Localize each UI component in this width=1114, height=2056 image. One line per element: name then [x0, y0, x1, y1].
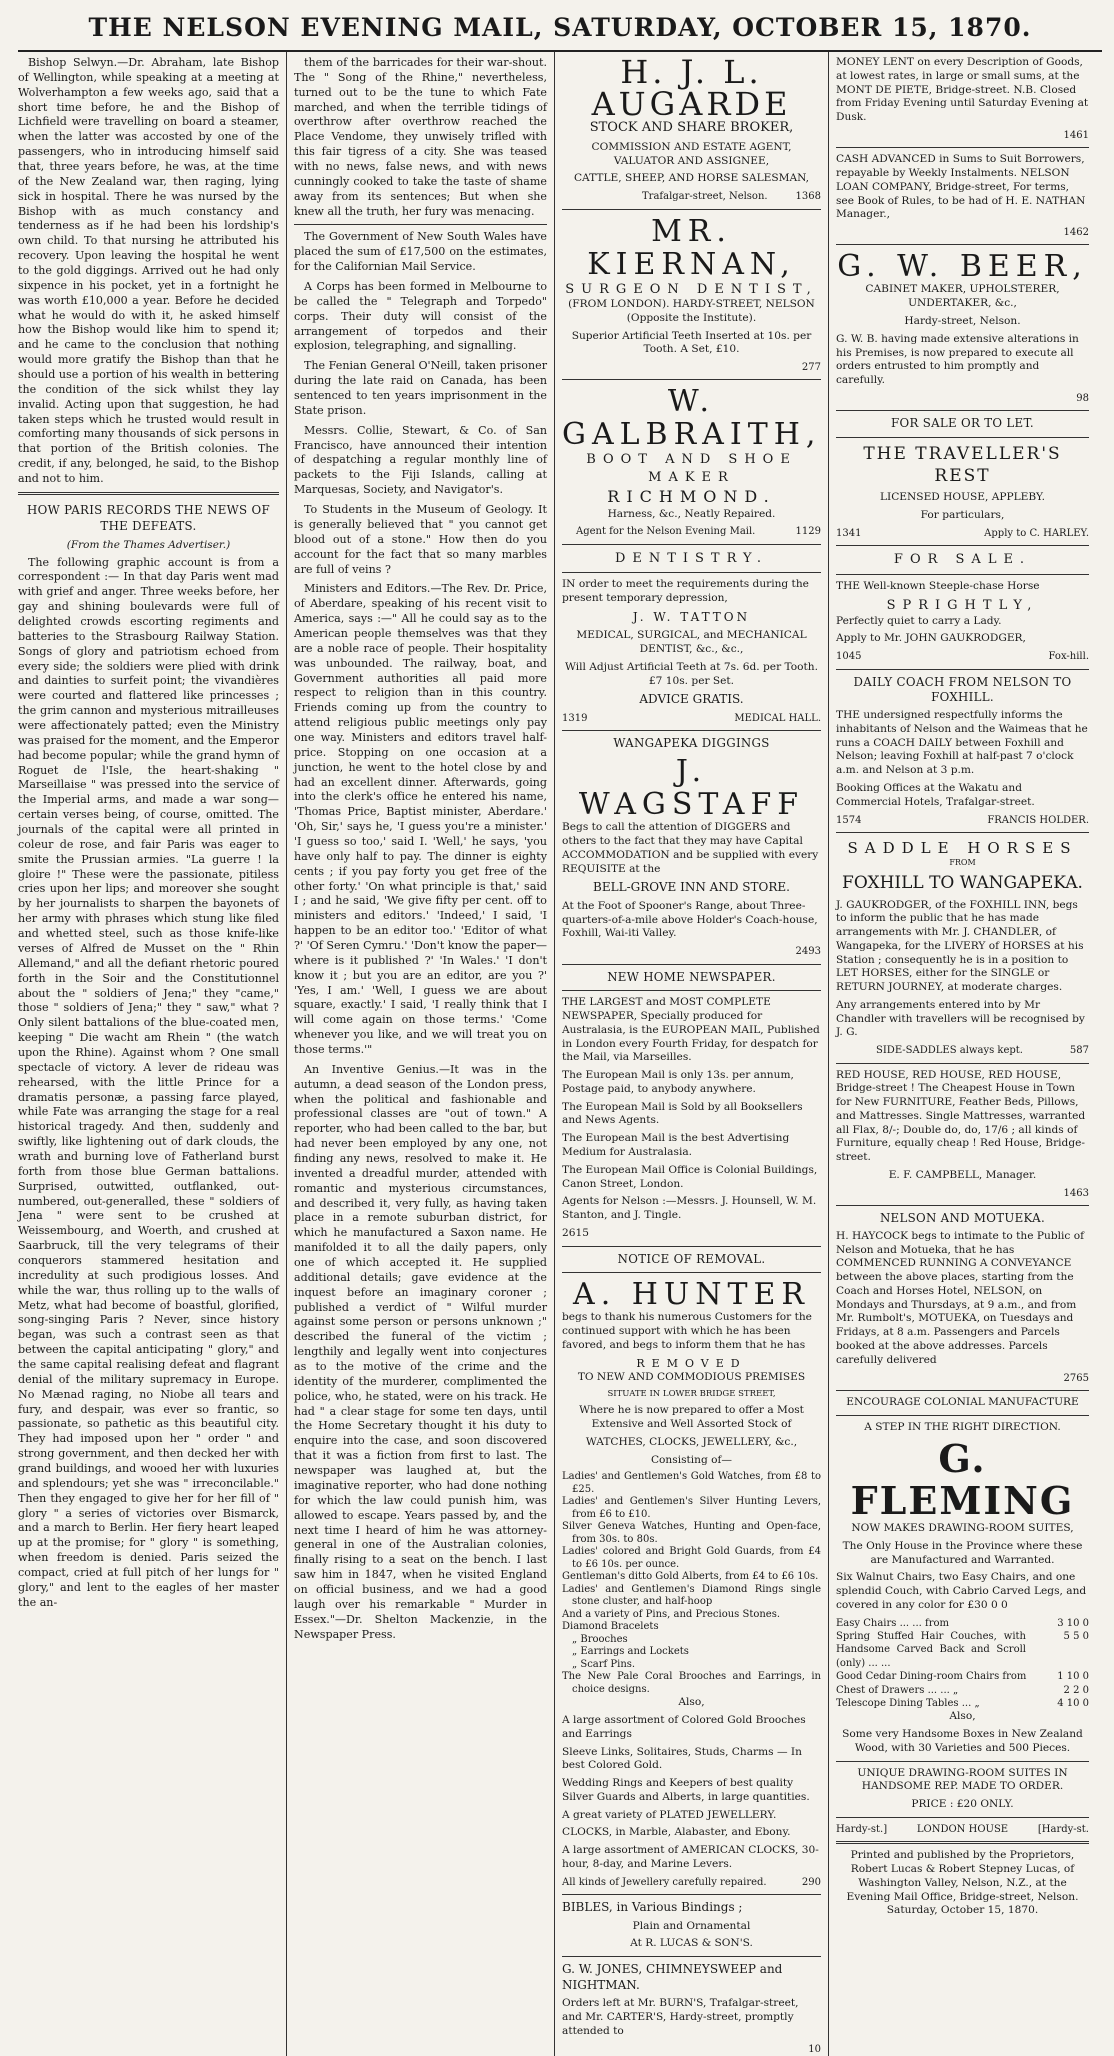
- masthead: THE NELSON EVENING MAIL, SATURDAY, OCTOBER 15, 1870.: [18, 10, 1102, 52]
- list-item: Silver Geneva Watches, Hunting and Open-face, from 30s. to 80s.: [562, 1521, 821, 1545]
- ad-heading: FOR SALE.: [893, 552, 1032, 568]
- list-item: And a variety of Pins, and Precious Stones.: [562, 1608, 781, 1620]
- ad-number: 2765: [1063, 1372, 1089, 1384]
- divider: [294, 224, 547, 225]
- ad-newspaper: [562, 970, 821, 1241]
- ad-text: PRICE : £20 ONLY.: [911, 1798, 1014, 1811]
- ad-text: CATTLE, SHEEP, AND HORSE SALESMAN,: [573, 172, 810, 185]
- ad-fleming-name: G. FLEMING: [850, 1436, 1075, 1524]
- divider: [562, 209, 821, 210]
- ad-text: Also,: [949, 1710, 976, 1723]
- ad-text: Six Walnut Chairs, two Easy Chairs, and one splendid Couch, with Cabrio Carved Legs, and covered in any color for £30 0 0: [836, 1571, 1087, 1611]
- ad-text: THE Well-known Steeple-chase Horse: [836, 579, 1040, 592]
- divider: [836, 1063, 1089, 1064]
- ad-number: 1574: [836, 814, 862, 826]
- article-paris-cont: them of the barricades for their war-shout. The " Song of the Rhine," nevertheless, turned out to be the tune to which Fate marched, and when the terrible tidings of overthrow after overthrow reached the Place Vendome, they unwisely trifled with this fair tigress of a city. She was teased with no news, false news, and with news cunningly cooked to take the taste of shame away from its sentences; But when she knew all the truth, her fury was menacing.: [294, 56, 547, 218]
- price-item: Chest of Drawers ... ... „: [836, 1684, 959, 1696]
- ad-text: The European Mail is only 13s. per annum, Postage paid, to anybody anywhere.: [562, 1069, 794, 1095]
- ad-text: Will Adjust Artificial Teeth at 7s. 6d. per Tooth. £7 10s. per Set.: [565, 660, 818, 687]
- list-item: Ladies' and Gentlemen's Gold Watches, from £8 to £25.: [562, 1471, 821, 1495]
- divider: [836, 244, 1089, 245]
- article-telegraph-corps: A Corps has been formed in Melbourne to be called the " Telegraph and Torpedo" corps. Their duty will consist of the arrangement of torpedos and their explosion, telegraphing, and signalling.: [294, 280, 547, 353]
- ad-text: Hardy-st.]: [836, 1823, 888, 1835]
- ad-text: TO NEW AND COMMODIOUS PREMISES: [577, 1371, 806, 1384]
- ad-augarde-name: H. J. L. AUGARDE: [591, 53, 792, 123]
- ad-number: 1461: [1063, 129, 1089, 141]
- ad-text: SURGEON DENTIST,: [565, 281, 818, 297]
- divider: [836, 147, 1089, 148]
- ad-motueka: [836, 1211, 1089, 1385]
- list-item: Diamond Bracelets: [562, 1621, 659, 1633]
- ad-kiernan: [562, 215, 821, 375]
- ad-text: FOXHILL TO WANGAPEKA.: [842, 873, 1083, 894]
- article-paris-source: (From the Thames Advertiser.): [66, 538, 231, 551]
- column-3: [554, 52, 828, 2056]
- divider: [562, 379, 821, 380]
- divider: [562, 1246, 821, 1247]
- ad-number: 1462: [1063, 227, 1089, 239]
- ad-text: WATCHES, CLOCKS, JEWELLERY, &c.,: [585, 1435, 798, 1448]
- ad-jones: [562, 1962, 821, 2056]
- divider: [836, 574, 1089, 575]
- ad-travellers-rest-name: THE TRAVELLER'S REST: [863, 443, 1062, 487]
- ad-text: The Only House in the Province where these are Manufactured and Warranted.: [842, 1539, 1083, 1566]
- ad-text: The European Mail Office is Colonial Buildings, Canon Street, London.: [562, 1163, 818, 1190]
- ad-beer-name: G. W. BEER,: [837, 249, 1088, 285]
- ad-text: J. GAUKRODGER, of the FOXHILL INN, begs to inform the public that he has made arrangements with Mr. J. CHANDLER, of Wangapeka, for the LIVERY of HORSES at his Station ; consequently he is in a position to LET HORSES, either for the SINGLE or RETURN JOURNEY, at moderate charges.: [836, 898, 1084, 994]
- article-paris-body: The following graphic account is from a correspondent :— In that day Paris went mad with grief and anger. Three weeks before, her gay and shining boulevards were full of delighted crowds escorting regiments and batteries to the Strasbourg Railway Station. Songs of glory and patriotism echoed from every side; the soldiers were plied with drink and dainties to surfeit point; the vivandières were courted and flattered like princesses ; the grim cannon and mysterious mitrailleuses were affectionately patted; even the Ministry was praised for the moment, and the Emperor had become popular; while the grand hymn of Roguet de l'Isle, the heart-shaking " Marseillaise " was pressed into the service of the Imperial arms, and made a war song—certain verses being, of course, omitted. The journals of the capital were all printed in coleur de rose, and fair Paris was eager to smite the Prussian armies. "La guerre ! la gloire !" These were the passionate, pitiless cries upon her lips; and moreover she sought by her journalists to sharpen the bayonets of her army with phrases which stung like filed and whetted steel, such as those knife-like verses of Alfred de Musset on the " Rhin Allemand," and all the defiant rhetoric poured forth in the Soir and the Constitutionnel about the " soldiers of Jena;" they "came," those " soldiers of Jena;" they " saw," what ? Only silent battalions of the blue-coated men, keeping " Die wacht am Rhein " (the watch upon the Rhine). Against whom ? One small spectacle of victory. A lever de rideau was rehearsed, with the little Prince for a dramatis personæ, a passing farce played, while Fate was arranging the stage for a real historical tragedy. And then, suddenly and swiftly, like lightening out of dark clouds, the wrath and burning love of Fatherland burst forth from those blue German battalions. Surprised, outwitted, outflanked, out-numbered, out-generalled, these " soldiers of Jena " were sent to be crushed at Weissembourg, and Woerth, and crushed at Saarbruck, till the very telegrams of their conquerors stammered hesitation and incredulity at such prodigious losses. And while the war, thus rolling up to the walls of Metz, what had become of boastful, glorified, song-singing Paris ? Never, since history began, was such a contrast seen as that between the capital anticipating " glory," and the same capital realising defeat and flagrant denial of the military supremacy in Europe. No Mænad raging, no Niobe all tears and fury, and despair, was ever so frantic, so passionate, so pathetic as this beautiful city. They had imposed upon her " order " and strong government, and then decked her with grand buildings, and wooed her with luxuries and splendours; yet she was " irreconcilable." Then they engaged to give her for her fill of " glory " a series of victories over Bismarck, and a march to Berlin. Her fiery heart leaped up at the promise; for " glory " is something, when freedom is denied. Paris seized the compact, cried at full pitch of her lungs for " glory," and lent to the eagles of her master the an-: [18, 555, 279, 1609]
- ad-text: SITUATE IN LOWER BRIDGE STREET,: [607, 1389, 776, 1400]
- price-row: [836, 1630, 1089, 1670]
- ad-text: BELL-GROVE INN AND STORE.: [593, 880, 790, 895]
- ad-for-sale: [836, 551, 1089, 664]
- divider: [562, 964, 821, 965]
- ad-text: THE LARGEST and MOST COMPLETE NEWSPAPER, Specially produced for Australasia, is the EUROPEAN MAIL, Published in London every Fourth Friday, for despatch for the Mail, via Marseilles.: [562, 996, 820, 1064]
- ad-galbraith: [562, 385, 821, 538]
- ad-beer: [836, 250, 1089, 405]
- price-item: Telescope Dining Tables ... „: [836, 1697, 980, 1709]
- divider: [562, 990, 821, 991]
- ad-text: Some very Handsome Boxes in New Zealand Wood, with 30 Varieties and 500 Pieces.: [842, 1728, 1083, 1754]
- ad-text: Hardy-street, Nelson.: [904, 314, 1021, 327]
- ad-wagstaff-name: J. WAGSTAFF: [578, 754, 805, 823]
- article-inventive-genius: An Inventive Genius.—It was in the autumn, a dead season of the London press, when the political and fashionable and professional classes are "out of town." A reporter, who had been called to the bar, but had never been employed by any one, not finding any news, resolved to make it. He invented a dreadful murder, attended with romantic and mysterious circumstances, and described it, very fully, as having taken place in a remote suburban district, for which he manufactured a Saxon name. He manifolded it to all the daily papers, only one of which accepted it. He supplied additional details; gave evidence at the inquest before an imaginary coroner ; published a verdict of " Wilful murder against some person or persons unknown ;" described the funeral of the victim ; lengthily and legally went into conjectures as to the motive of the crime and the identity of the murderer, complimented the police, who, he stated, were on his track. He had " a clear stage for some ten days, until the Home Secretary thought it his duty to enquire into the case, and soon discovered that it was a fiction from first to last. The newspaper was laughed at, but the imaginative reporter, who had done nothing for which the law could punish him, was allowed to escape. Years passed by, and the next time I heard of him he was attorney-general in one of the Australian colonies, finally rising to a seat on the bench. I last saw him in 1847, when he visited England on official business, and we had a good laugh over his remarkable " Murder in Essex."—Dr. Shelton Mackenzie, in the Newspaper Press.: [294, 1062, 547, 1641]
- ad-text: A STEP IN THE RIGHT DIRECTION.: [864, 1420, 1061, 1433]
- ad-text: Also,: [678, 1696, 705, 1709]
- article-oneill: The Fenian General O'Neill, taken prisoner during the late raid on Canada, has been sentenced to ten years imprisonment in the State prison.: [294, 359, 547, 417]
- ad-money-lent: [836, 56, 1089, 142]
- price-value: 5 5 0: [1063, 1631, 1089, 1643]
- price-item: Easy Chairs ... ... from: [836, 1617, 949, 1629]
- divider: [562, 730, 821, 731]
- ad-text: Perfectly quiet to carry a Lady.: [836, 614, 1002, 627]
- column-1: [18, 52, 286, 2056]
- ad-text: ADVICE GRATIS.: [639, 692, 744, 707]
- ad-text: Trafalgar-street, Nelson.: [642, 191, 768, 203]
- ad-text: Any arrangements entered into by Mr Chandler with travellers will be recognised by J. G.: [836, 998, 1085, 1039]
- ad-text: begs to thank his numerous Customers for the continued support with which he has been favored, and begs to inform them that he has: [562, 1311, 812, 1351]
- london-house-row: [836, 1823, 1089, 1836]
- price-row: [836, 1697, 1089, 1710]
- ad-number: 1129: [795, 526, 821, 538]
- list-item: „ Earrings and Lockets: [572, 1646, 689, 1658]
- ad-number: 2615: [562, 1226, 589, 1239]
- ad-text: MEDICAL, SURGICAL, and MECHANICAL DENTIST, &c., &c.,: [576, 629, 807, 656]
- ad-text: RED HOUSE, RED HOUSE, RED HOUSE, Bridge-street ! The Cheapest House in Town for New FURNITURE, Feather Beds, Pillows, and Mattresses. Single Mattresses, warranted all Flax, 8/-; Double do, do, 17/6 ; all kinds of Furniture, equally cheap ! Red House, Bridge-street.: [836, 1068, 1086, 1164]
- ad-text: Harness, &c., Neatly Repaired.: [607, 507, 776, 520]
- article-geology: To Students in the Museum of Geology. It is generally believed that " you cannot get blood out of a stone." How then do you account for the fact that so many marbles are full of veins ?: [294, 503, 547, 576]
- price-value: 1 10 0: [1057, 1671, 1089, 1683]
- ad-text: Apply to Mr. JOHN GAUKRODGER,: [836, 632, 1026, 645]
- divider: [836, 1841, 1089, 1844]
- ad-text: The European Mail is Sold by all Booksellers and News Agents.: [562, 1100, 803, 1127]
- divider: [562, 1894, 821, 1895]
- ad-text: A great variety of PLATED JEWELLERY.: [562, 1808, 777, 1821]
- ad-heading: FOR SALE OR TO LET.: [891, 416, 1034, 431]
- price-row: [836, 1617, 1089, 1630]
- article-bishop-selwyn: Bishop Selwyn.—Dr. Abraham, late Bishop of Wellington, while speaking at a meeting at Wolverhampton a few weeks ago, said that a short time before, he and the Bishop of Lichfield were travelling on board a steamer, when the latter was accosted by one of the passengers, who in introducing himself said that, three years before, he was, at the time of the New Zealand war, then raging, lying sick in hospital. There he was nursed by the Bishop with as much constancy and tenderness as if he had been his lordship's own child. To that nursing he attributed his recovery. Upon leaving the hospital he went to the gold diggings. Arrived out he had only sixpence in his pocket, yet in a fortnight he was worth £10,000 a year. Before he decided what he would do with it, he asked himself how the Bishop would like him to spend it; and he came to the conclusion that nothing would more gratify the Bishop than that he should use a portion of his wealth in bettering the condition of the sick whilst they lay invalid. Acting upon that suggestion, he had taken steps which he trusted would result in comforting many thousands of sick persons in that portion of the British colonies. The credit, if any, belonged, he said, to the Bishop and not to him.: [18, 56, 279, 486]
- ad-text: NOW MAKES DRAWING-ROOM SUITES,: [851, 1522, 1074, 1535]
- column-2: [286, 52, 554, 2056]
- ad-text: Begs to call the attention of DIGGERS and others to the fact that they may have Capital ACCOMMODATION and be supplied with every REQUISITE at the: [562, 821, 819, 875]
- ad-text: Fox-hill.: [1048, 651, 1089, 663]
- ad-number: 1463: [1063, 1187, 1089, 1199]
- ad-text: CLOCKS, in Marble, Alabaster, and Ebony.: [562, 1826, 791, 1839]
- ad-text: CASH ADVANCED in Sums to Suit Borrowers, repayable by Weekly Instalments. NELSON LOAN COMPANY, Bridge-street, For terms, see Book of Rules, to be had of H. E. NATHAN Manager.,: [836, 153, 1086, 221]
- ad-text: Wedding Rings and Keepers of best quality Silver Guards and Alberts, in large quantities.: [562, 1777, 810, 1803]
- ad-text: Plain and Ornamental: [632, 1919, 751, 1932]
- list-item: „ Scarf Pins.: [572, 1658, 636, 1670]
- ad-text: Sleeve Links, Solitaires, Studs, Charms — In best Colored Gold.: [562, 1745, 802, 1772]
- divider: [836, 1761, 1089, 1762]
- ad-text: FRANCIS HOLDER.: [987, 814, 1089, 826]
- ad-kiernan-name: MR. KIERNAN,: [587, 213, 796, 282]
- ad-fleming: [836, 1396, 1089, 1836]
- ad-text: G. W. B. having made extensive alterations in his Premises, is now prepared to execute all orders entrusted to him promptly and carefully.: [836, 332, 1079, 387]
- article-nsw-mail: The Government of New South Wales have placed the sum of £17,500 on the estimates, for the Californian Mail Service.: [294, 230, 547, 274]
- ad-text: REMOVED: [636, 1356, 747, 1370]
- divider: [836, 1390, 1089, 1391]
- ad-number: 1045: [836, 651, 862, 663]
- divider: [836, 545, 1089, 546]
- ad-text: Orders left at Mr. BURN'S, Trafalgar-street, and Mr. CARTER'S, Hardy-street, promptly attended to: [562, 1997, 799, 2037]
- ad-wangapeka: [562, 736, 821, 958]
- ad-text: A large assortment of Colored Gold Brooches and Earrings: [562, 1714, 806, 1740]
- price-row: [836, 1684, 1089, 1697]
- ad-text: G. W. JONES, CHIMNEYSWEEP and NIGHTMAN.: [562, 1962, 783, 1992]
- ad-text: All kinds of Jewellery carefully repaired.: [562, 1876, 767, 1888]
- price-value: 4 10 0: [1057, 1697, 1089, 1709]
- ad-dentistry: [562, 550, 821, 726]
- ad-text: [Hardy-st.: [1037, 1823, 1089, 1835]
- ad-sprightly-name: SPRIGHTLY,: [886, 598, 1039, 614]
- list-item: Ladies' and Gentlemen's Diamond Rings single stone cluster, and half-hoop: [562, 1583, 821, 1608]
- ad-number: 98: [1076, 392, 1089, 404]
- ad-heading: DENTISTRY.: [614, 550, 769, 566]
- list-item: Gentleman's ditto Gold Alberts, from £4 to £6 10s.: [562, 1571, 819, 1583]
- ad-heading: NEW HOME NEWSPAPER.: [607, 969, 776, 984]
- ad-number: 290: [801, 1876, 821, 1888]
- ad-text: (FROM LONDON). HARDY-STREET, NELSON (Opposite the Institute).: [568, 297, 815, 324]
- ad-number: 1368: [795, 191, 821, 203]
- ad-heading: DAILY COACH FROM NELSON TO FOXHILL.: [853, 674, 1072, 705]
- ad-daily-coach: [836, 675, 1089, 827]
- divider: [562, 1272, 821, 1273]
- ad-removal: [562, 1252, 821, 1890]
- ad-text: SADDLE HORSES: [847, 838, 1078, 857]
- ad-text: THE undersigned respectfully informs the inhabitants of Nelson and the Waimeas that he runs a COACH DAILY between Foxhill and Nelson; leaving Foxhill at half-past 7 o'clock a.m. and Nelson at 3 p.m.: [836, 709, 1088, 777]
- ad-text: CABINET MAKER, UPHOLSTERER, UNDERTAKER, &c.,: [865, 283, 1060, 310]
- divider: [562, 544, 821, 545]
- article-paris-title: HOW PARIS RECORDS THE NEWS OF THE DEFEATS.: [27, 502, 270, 533]
- ad-text: RICHMOND.: [607, 487, 776, 507]
- ad-text: E. F. CAMPBELL, Manager.: [888, 1168, 1037, 1181]
- divider: [836, 1817, 1089, 1818]
- ad-text: At R. LUCAS & SON'S.: [630, 1937, 753, 1950]
- ad-text: Apply to C. HARLEY.: [984, 527, 1089, 539]
- ad-galbraith-name: W. GALBRAITH,: [562, 384, 822, 453]
- ad-text: J. W. TATTON: [632, 609, 751, 624]
- ad-number: 587: [1069, 1045, 1089, 1057]
- ad-number: 1319: [562, 713, 588, 725]
- list-item: Ladies' colored and Bright Gold Guards, from £4 to £6 10s. per ounce.: [562, 1546, 821, 1570]
- ad-text: The European Mail is the best Advertising Medium for Australasia.: [562, 1132, 790, 1159]
- article-ministers-editors: Ministers and Editors.—The Rev. Dr. Price, of Aberdare, speaking of his recent visit to America, says :—" All he could say as to the American people themselves was that they are a noble race of people. Their hospitality was unbounded. The railway, boat, and Government authorities all paid more respect to religion than in this country. Friends coming up from the country to attend religious public meetings only pay one way. Ministers and editors travel half-price. Stopping on one occasion at a junction, he went to the hotel close by and had an excellent dinner. Afterwards, going into the clerk's office he entered his name, 'Thomas Price, Baptist minister, Aberdare.' 'Oh, Sir,' says he, 'I guess you're a minister.' 'I guess so too,' said I. 'Well,' he says, 'you have only half to pay. The dinner is eighty cents ; if you pay forty you get free of the other forty.' 'On what principle is that,' said I ; and he said, 'We give fifty per cent. off to ministers and editors.' 'Indeed,' I said, 'I happen to be an editor too.' 'Editor of what ?' 'Of Seren Cymru.' 'Don't know the paper—where is it published ?' 'In Wales.' 'I don't know it ; but you are an editor, are you ?' 'Yes, I am.' 'Well, I guess we are about square, exactly.' I said, 'I really think that I will come again on those terms.' 'Come whenever you like, and we will treat you on those terms.'": [294, 582, 547, 1056]
- ad-heading: NELSON AND MOTUEKA.: [879, 1211, 1046, 1226]
- divider: [18, 492, 279, 495]
- ad-number: 10: [808, 2043, 821, 2055]
- columns: [18, 52, 1102, 2055]
- divider: [836, 410, 1089, 411]
- ad-text: A large assortment of AMERICAN CLOCKS, 30-hour, 8-day, and Marine Levers.: [562, 1844, 819, 1870]
- ad-text: COMMISSION AND ESTATE AGENT, VALUATOR AND ASSIGNEE,: [591, 140, 792, 167]
- ad-number: 277: [801, 362, 821, 374]
- price-row: [836, 1670, 1089, 1683]
- divider: [836, 669, 1089, 670]
- list-item: The New Pale Coral Brooches and Earrings, in choice designs.: [562, 1671, 821, 1695]
- ad-text: Agents for Nelson :—Messrs. J. Hounsell, W. M. Stanton, and J. Tingle.: [562, 1195, 817, 1222]
- divider: [562, 572, 821, 573]
- ad-text: LICENSED HOUSE, APPLEBY.: [879, 491, 1046, 504]
- ad-text: MONEY LENT on every Description of Goods, at lowest rates, in large or small sums, at the MONT DE PIETE, Bridge-street. N.B. Closed from Friday Evening until Saturday Evening at Dusk.: [836, 56, 1089, 124]
- ad-saddle-horses: [836, 838, 1089, 1058]
- ad-text: BIBLES, in Various Bindings ;: [562, 1900, 743, 1915]
- ad-text: UNIQUE DRAWING-ROOM SUITES IN HANDSOME REP. MADE TO ORDER.: [857, 1766, 1068, 1793]
- article-fiji-packets: Messrs. Collie, Stewart, & Co. of San Francisco, have announced their intention of despatching a regular monthly line of packets to the Fiji Islands, calling at Marquesas, Society, and Navigator's.: [294, 423, 547, 497]
- ad-heading: NOTICE OF REMOVAL.: [617, 1251, 766, 1266]
- price-item: Spring Stuffed Hair Couches, with Handsome Carved Back and Scroll (only) ... ...: [836, 1631, 1026, 1669]
- ad-augarde: [562, 53, 821, 204]
- ad-text: At the Foot of Spooner's Range, about Three-quarters-of-a-mile above Holder's Coach-house, Foxhill, Wai-iti Valley.: [562, 899, 818, 940]
- ad-bibles: [562, 1900, 821, 1951]
- list-item: Ladies' and Gentlemen's Silver Hunting Levers, from £6 to £10.: [562, 1496, 821, 1520]
- divider: [836, 1415, 1089, 1416]
- ad-text: BOOT AND SHOE MAKER: [586, 452, 797, 485]
- ad-text: FROM: [949, 858, 976, 868]
- ad-heading: WANGAPEKA DIGGINGS: [613, 736, 770, 751]
- ad-text: H. HAYCOCK begs to intimate to the Public of Nelson and Motueka, that he has COMMENCED RUNNING A CONVEYANCE between the above places, starting from the Coach and Horses Hotel, NELSON, on Mondays and Thursdays, at 9 a.m., and from Mr. Rumbolt's, MOTUEKA, on Tuesdays and Fridays, at 8 a.m. Passengers and Parcels booked at the above addresses. Parcels carefully delivered: [836, 1229, 1084, 1366]
- ad-hunter-name: A. HUNTER: [573, 1277, 810, 1313]
- price-value: 3 10 0: [1057, 1617, 1089, 1629]
- ad-number: 2493: [795, 946, 821, 958]
- price-value: 2 2 0: [1063, 1684, 1089, 1696]
- column-4: [828, 52, 1096, 2056]
- divider: [836, 832, 1089, 833]
- price-item: Good Cedar Dining-room Chairs from: [836, 1671, 1027, 1683]
- ad-text: Agent for the Nelson Evening Mail.: [576, 526, 756, 538]
- price-list: [836, 1617, 1089, 1711]
- ad-sale-or-let: [836, 416, 1089, 540]
- ad-red-house: [836, 1069, 1089, 1201]
- ad-text: IN order to meet the requirements during the present temporary depression,: [562, 578, 809, 605]
- imprint: Printed and published by the Proprietors, Robert Lucas & Robert Stepney Lucas, of Washington Valley, Nelson, N.Z., at the Evening Mail Office, Bridge-street, Nelson. Saturday, October 15, 1870.: [846, 1849, 1079, 1917]
- ad-text: Where he is now prepared to offer a Most Extensive and Well Assorted Stock of: [579, 1404, 804, 1431]
- divider: [562, 1956, 821, 1957]
- ad-number: 1341: [836, 527, 862, 539]
- divider: [836, 1205, 1089, 1206]
- ad-text: LONDON HOUSE: [916, 1823, 1009, 1835]
- ad-text: MEDICAL HALL.: [734, 713, 821, 725]
- ad-text: For particulars,: [920, 508, 1005, 521]
- ad-text: STOCK AND SHARE BROKER,: [589, 120, 794, 135]
- removal-items-list: [562, 1471, 821, 1696]
- divider: [836, 437, 1089, 438]
- ad-heading: ENCOURAGE COLONIAL MANUFACTURE: [846, 1395, 1079, 1408]
- list-item: „ Brooches: [572, 1633, 628, 1645]
- ad-text: Booking Offices at the Wakatu and Commercial Hotels, Trafalgar-street.: [836, 782, 1035, 808]
- ad-text: Superior Artificial Teeth Inserted at 10s. per Tooth. A Set, £10.: [571, 329, 812, 356]
- ad-text: Consisting of—: [650, 1453, 733, 1466]
- ad-text: SIDE-SADDLES always kept.: [876, 1045, 1023, 1057]
- ad-cash-advanced: [836, 153, 1089, 239]
